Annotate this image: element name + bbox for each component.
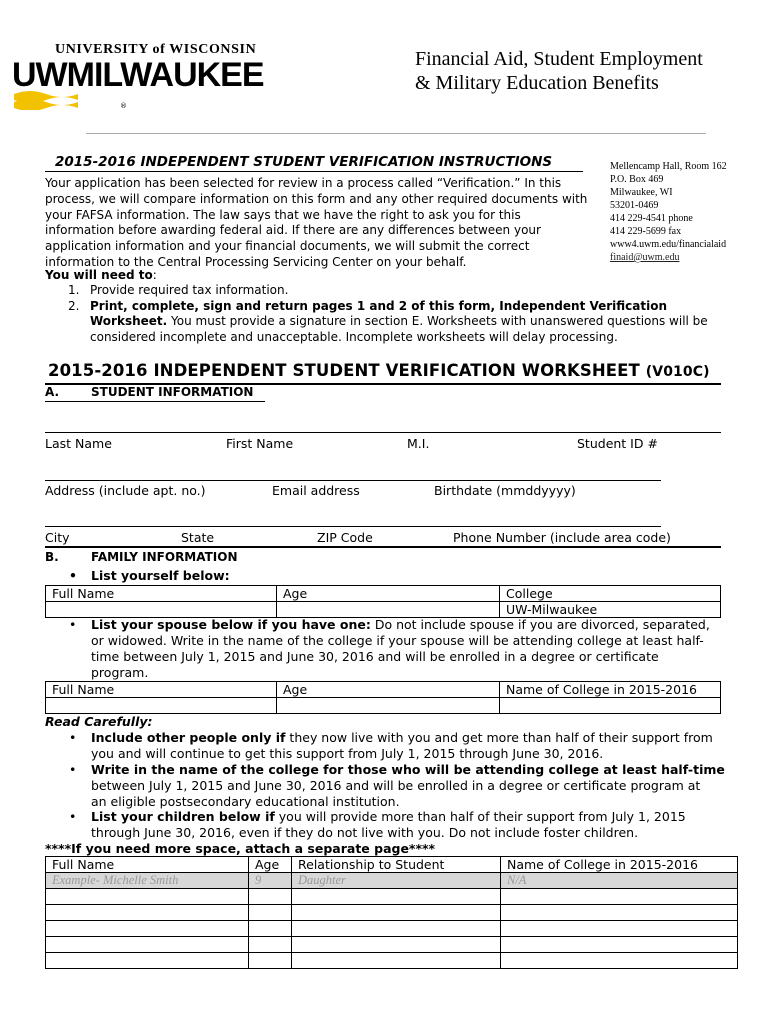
age-input[interactable]: [249, 905, 292, 921]
name-input[interactable]: [46, 953, 249, 969]
need-label-text: You will need to: [45, 268, 153, 282]
university-wordmark: UNIVERSITY of WISCONSIN: [55, 42, 257, 57]
people-age-header: Age: [249, 857, 292, 873]
student-id-label: Student ID #: [577, 436, 658, 451]
office-title: [415, 47, 703, 95]
need-colon: :: [152, 268, 157, 282]
instructions-title-rule: [45, 171, 583, 172]
phone-line: 414 229-4541 phone: [610, 213, 693, 224]
row2-write-line[interactable]: [45, 480, 661, 481]
self-college-value: UW-Milwaukee: [500, 602, 721, 618]
bullet-text: you will provide more than half of their support from July 1, 2015: [274, 809, 686, 824]
age-input[interactable]: [249, 953, 292, 969]
bullet-children: [69, 809, 731, 841]
para-line: information to the Central Processing Servicing Center on your behalf.: [45, 254, 467, 269]
spouse-line: or widowed. Write in the name of the college if your spouse will be attending college at least half-: [91, 633, 704, 648]
table-row: [46, 682, 721, 698]
uwm-logo-text: UWMILWAUKEE: [12, 56, 264, 94]
table-row: [46, 905, 738, 921]
section-b-letter: B.: [45, 550, 59, 564]
list-yourself: [69, 568, 230, 584]
spouse-line: [91, 617, 731, 633]
spouse-age-input[interactable]: [277, 698, 500, 714]
item-text: considered incomplete and unacceptable. Incomplete worksheets will delay processing.: [90, 329, 618, 344]
fax-line: 414 229-5699 fax: [610, 226, 682, 237]
spouse-text: Do not include spouse if you are divorced, separated,: [370, 617, 710, 632]
first-name-label: First Name: [226, 436, 294, 451]
spouse-line: program.: [91, 665, 149, 680]
table-row: [46, 698, 721, 714]
worksheet-title-text: 2015-2016 INDEPENDENT STUDENT VERIFICATION WORKSHEET: [48, 361, 640, 380]
example-age: 9: [249, 873, 292, 889]
zip-label: ZIP Code: [317, 530, 373, 545]
example-row: [46, 873, 738, 889]
spouse-table: [45, 681, 721, 714]
self-table: [45, 585, 721, 618]
self-name-input[interactable]: [46, 602, 277, 618]
item-number: 1.: [68, 283, 80, 297]
spouse-college-header: Name of College in 2015-2016: [500, 682, 721, 698]
name-input[interactable]: [46, 905, 249, 921]
mi-label: M.I.: [407, 436, 430, 451]
age-input[interactable]: [249, 889, 292, 905]
people-college-header: Name of College in 2015-2016: [501, 857, 738, 873]
section-a-rule: [45, 401, 265, 402]
section-a-bottom-rule: [45, 546, 721, 548]
last-name-label: Last Name: [45, 436, 112, 451]
address-label: Address (include apt. no.): [45, 483, 206, 498]
need-item-2: [68, 299, 728, 315]
relationship-input[interactable]: [292, 953, 501, 969]
spouse-age-header: Age: [277, 682, 500, 698]
item-text: You must provide a signature in section E. Worksheets with unanswered questions will be: [167, 314, 708, 328]
bullet-bold: List your children below if: [91, 809, 275, 824]
office-title-line1: Financial Aid, Student Employment: [415, 48, 703, 70]
bullet-line: an eligible postsecondary educational institution.: [91, 794, 400, 809]
college-input[interactable]: [501, 937, 738, 953]
list-yourself-text: List yourself below:: [91, 568, 230, 583]
table-row: [46, 921, 738, 937]
bullet-college: [69, 762, 731, 810]
address-line: 53201-0469: [610, 200, 659, 211]
need-item-2-cont: [68, 314, 728, 330]
example-name: Example- Michelle Smith: [46, 873, 249, 889]
need-list: [68, 283, 728, 345]
need-item-1: [68, 283, 728, 299]
name-input[interactable]: [46, 889, 249, 905]
para-line: Your application has been selected for review in a process called “Verification.” In this: [45, 176, 562, 190]
city-label: City: [45, 530, 70, 545]
row1-write-line[interactable]: [45, 432, 721, 433]
worksheet-code: (V010C): [645, 364, 710, 380]
relationship-input[interactable]: [292, 921, 501, 937]
logo-flag-icon: [12, 88, 82, 110]
more-space-note: ****If you need more space, attach a separate page****: [45, 841, 436, 856]
table-row: [46, 889, 738, 905]
spouse-name-header: Full Name: [46, 682, 277, 698]
spouse-line: time between July 1, 2015 and June 30, 2016 and will be enrolled in a degree or certificate: [91, 649, 659, 664]
bullet-icon: •: [69, 568, 77, 583]
registered-mark: ®: [120, 102, 127, 110]
bullet-icon: •: [69, 617, 77, 632]
bullet-bold: Include other people only if: [91, 730, 286, 745]
people-relationship-header: Relationship to Student: [292, 857, 501, 873]
bullet-icon: •: [69, 730, 77, 745]
item-bold: Worksheet.: [90, 314, 168, 328]
college-input[interactable]: [501, 905, 738, 921]
bullet-icon: •: [69, 809, 77, 824]
relationship-input[interactable]: [292, 905, 501, 921]
address-line: Milwaukee, WI: [610, 187, 673, 198]
bullet-line: [91, 730, 731, 746]
office-address: [610, 160, 727, 264]
college-input[interactable]: [501, 921, 738, 937]
para-line: process, we will compare information on this form and any other required documents with: [45, 191, 588, 206]
birthdate-label: Birthdate (mmddyyyy): [434, 483, 576, 498]
address-line: P.O. Box 469: [610, 174, 664, 185]
bullet-line: you and will continue to get this support from July 1, 2015 through June 30, 2016.: [91, 746, 604, 761]
instructions-title: 2015-2016 INDEPENDENT STUDENT VERIFICATION INSTRUCTIONS: [55, 154, 553, 170]
table-row: [46, 937, 738, 953]
age-input[interactable]: [249, 921, 292, 937]
worksheet-title: [48, 361, 710, 380]
bullet-bold: Write in the name of the college for those who will be attending college at least half-time: [91, 762, 725, 777]
state-label: State: [181, 530, 215, 545]
bullet-line: [91, 762, 731, 778]
example-relationship: Daughter: [292, 873, 501, 889]
para-line: your FAFSA information. The law says that we have the right to ask you for this: [45, 207, 521, 222]
relationship-input[interactable]: [292, 937, 501, 953]
table-row: [46, 586, 721, 602]
table-row: [46, 602, 721, 618]
address-line: Mellencamp Hall, Room 162: [610, 161, 727, 172]
spouse-name-input[interactable]: [46, 698, 277, 714]
table-row: [46, 953, 738, 969]
people-name-header: Full Name: [46, 857, 249, 873]
college-input[interactable]: [501, 953, 738, 969]
website-line: www4.uwm.edu/financialaid: [610, 239, 727, 250]
email-link[interactable]: finaid@uwm.edu: [610, 252, 680, 263]
section-a-title: STUDENT INFORMATION: [91, 385, 254, 399]
spouse-bold: List your spouse below if you have one:: [91, 617, 371, 632]
relationship-input[interactable]: [292, 889, 501, 905]
item-text: Provide required tax information.: [90, 283, 289, 297]
bullet-text: they now live with you and get more than half of their support from: [285, 730, 713, 745]
self-age-input[interactable]: [277, 602, 500, 618]
self-age-cell[interactable]: Age: [277, 586, 500, 602]
bullet-line: between July 1, 2015 and June 30, 2016 and will be enrolled in a degree or certificate program at: [91, 778, 701, 793]
header-divider: [86, 133, 706, 134]
bullet-line: [91, 809, 731, 825]
self-college-header: College: [500, 586, 721, 602]
row3-write-line[interactable]: [45, 526, 661, 527]
college-input[interactable]: [501, 889, 738, 905]
instructions-paragraph: [45, 176, 600, 271]
item-number: 2.: [68, 298, 80, 313]
spouse-college-input[interactable]: [500, 698, 721, 714]
item-bold: Print, complete, sign and return pages 1 and 2 of this form, Independent Verification: [90, 298, 668, 313]
bullet-icon: •: [69, 762, 77, 777]
self-name-cell[interactable]: Full Name: [46, 586, 277, 602]
section-a-letter: A.: [45, 385, 60, 399]
office-title-line2: & Military Education Benefits: [415, 72, 659, 94]
people-table: [45, 856, 738, 969]
email-label: Email address: [272, 483, 360, 498]
need-label: [45, 268, 157, 282]
bullet-line: through June 30, 2016, even if they do not live with you. Do not include foster children.: [91, 825, 639, 840]
phone-label: Phone Number (include area code): [453, 530, 671, 545]
name-input[interactable]: [46, 937, 249, 953]
para-line: application information and your financial documents, we will submit the correct: [45, 239, 530, 254]
read-carefully: Read Carefully:: [45, 714, 153, 729]
spouse-instructions: [69, 617, 731, 681]
bullet-include-others: [69, 730, 731, 762]
name-input[interactable]: [46, 921, 249, 937]
need-item-2-cont: [68, 330, 728, 346]
example-college: N/A: [501, 873, 738, 889]
para-line: information before awarding federal aid. If there are any differences between your: [45, 223, 541, 238]
section-b-title: FAMILY INFORMATION: [91, 550, 238, 564]
table-row: [46, 857, 738, 873]
age-input[interactable]: [249, 937, 292, 953]
